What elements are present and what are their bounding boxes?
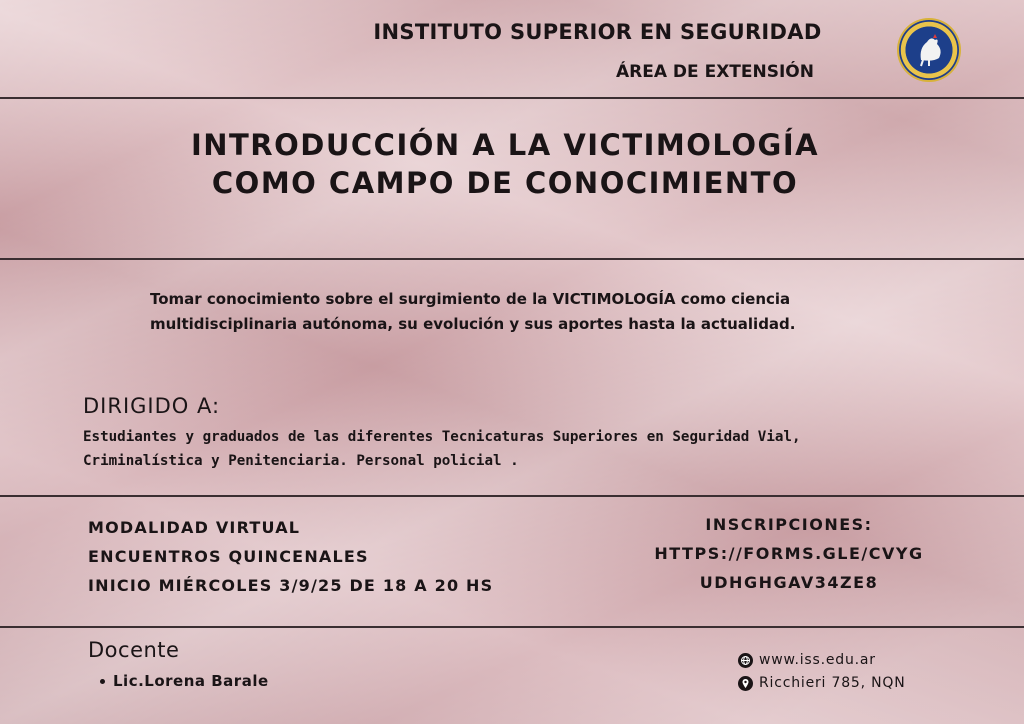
audience-line1: Estudiantes y graduados de las diferentes Tecnicaturas Superiores en Seguridad Vial, [83, 429, 801, 445]
divider [0, 258, 1024, 260]
divider [0, 626, 1024, 628]
course-title [60, 126, 950, 202]
course-title-line1: INTRODUCCIÓN A LA VICTIMOLOGÍA [190, 128, 820, 162]
globe-icon [738, 653, 753, 668]
teacher-item [100, 672, 269, 690]
website-text[interactable]: www.iss.edu.ar [759, 652, 876, 668]
teacher-name: Lic.Lorena Barale [113, 672, 269, 690]
course-details [88, 513, 608, 600]
course-description [150, 287, 910, 337]
description-line2: multidisciplinaria autónoma, su evolución y sus aportes hasta la actualidad. [150, 315, 796, 333]
registration-link-line1[interactable]: HTTPS://FORMS.GLE/CVYG [654, 544, 924, 563]
teacher-label: Docente [88, 638, 180, 662]
audience-label: DIRIGIDO A: [83, 394, 221, 418]
audience-line2: Criminalística y Penitenciaria. Personal policial . [83, 453, 519, 469]
start-date: INICIO MIÉRCOLES 3/9/25 DE 18 A 20 HS [88, 576, 494, 595]
modality: MODALIDAD VIRTUAL [88, 518, 301, 537]
location-pin-icon [738, 676, 753, 691]
description-line1: Tomar conocimiento sobre el surgimiento de la VICTIMOLOGÍA como ciencia [150, 290, 791, 308]
audience-text [83, 425, 983, 473]
frequency: ENCUENTROS QUINCENALES [88, 547, 369, 566]
address-text: Ricchieri 785, NQN [759, 675, 906, 691]
course-title-line2: COMO CAMPO DE CONOCIMIENTO [211, 166, 799, 200]
divider [0, 495, 1024, 497]
rooster-seal-icon [899, 20, 959, 80]
institution-name: INSTITUTO SUPERIOR EN SEGURIDAD [373, 20, 822, 44]
area-name: ÁREA DE EXTENSIÓN [616, 62, 814, 82]
registration-link-line2[interactable]: UDHGHGAV34ZE8 [699, 573, 879, 592]
registration [604, 510, 974, 597]
contact-website[interactable] [738, 652, 876, 668]
divider [0, 97, 1024, 99]
bullet-icon [100, 679, 105, 684]
contact-address [738, 675, 905, 691]
registration-label: INSCRIPCIONES: [705, 515, 873, 534]
